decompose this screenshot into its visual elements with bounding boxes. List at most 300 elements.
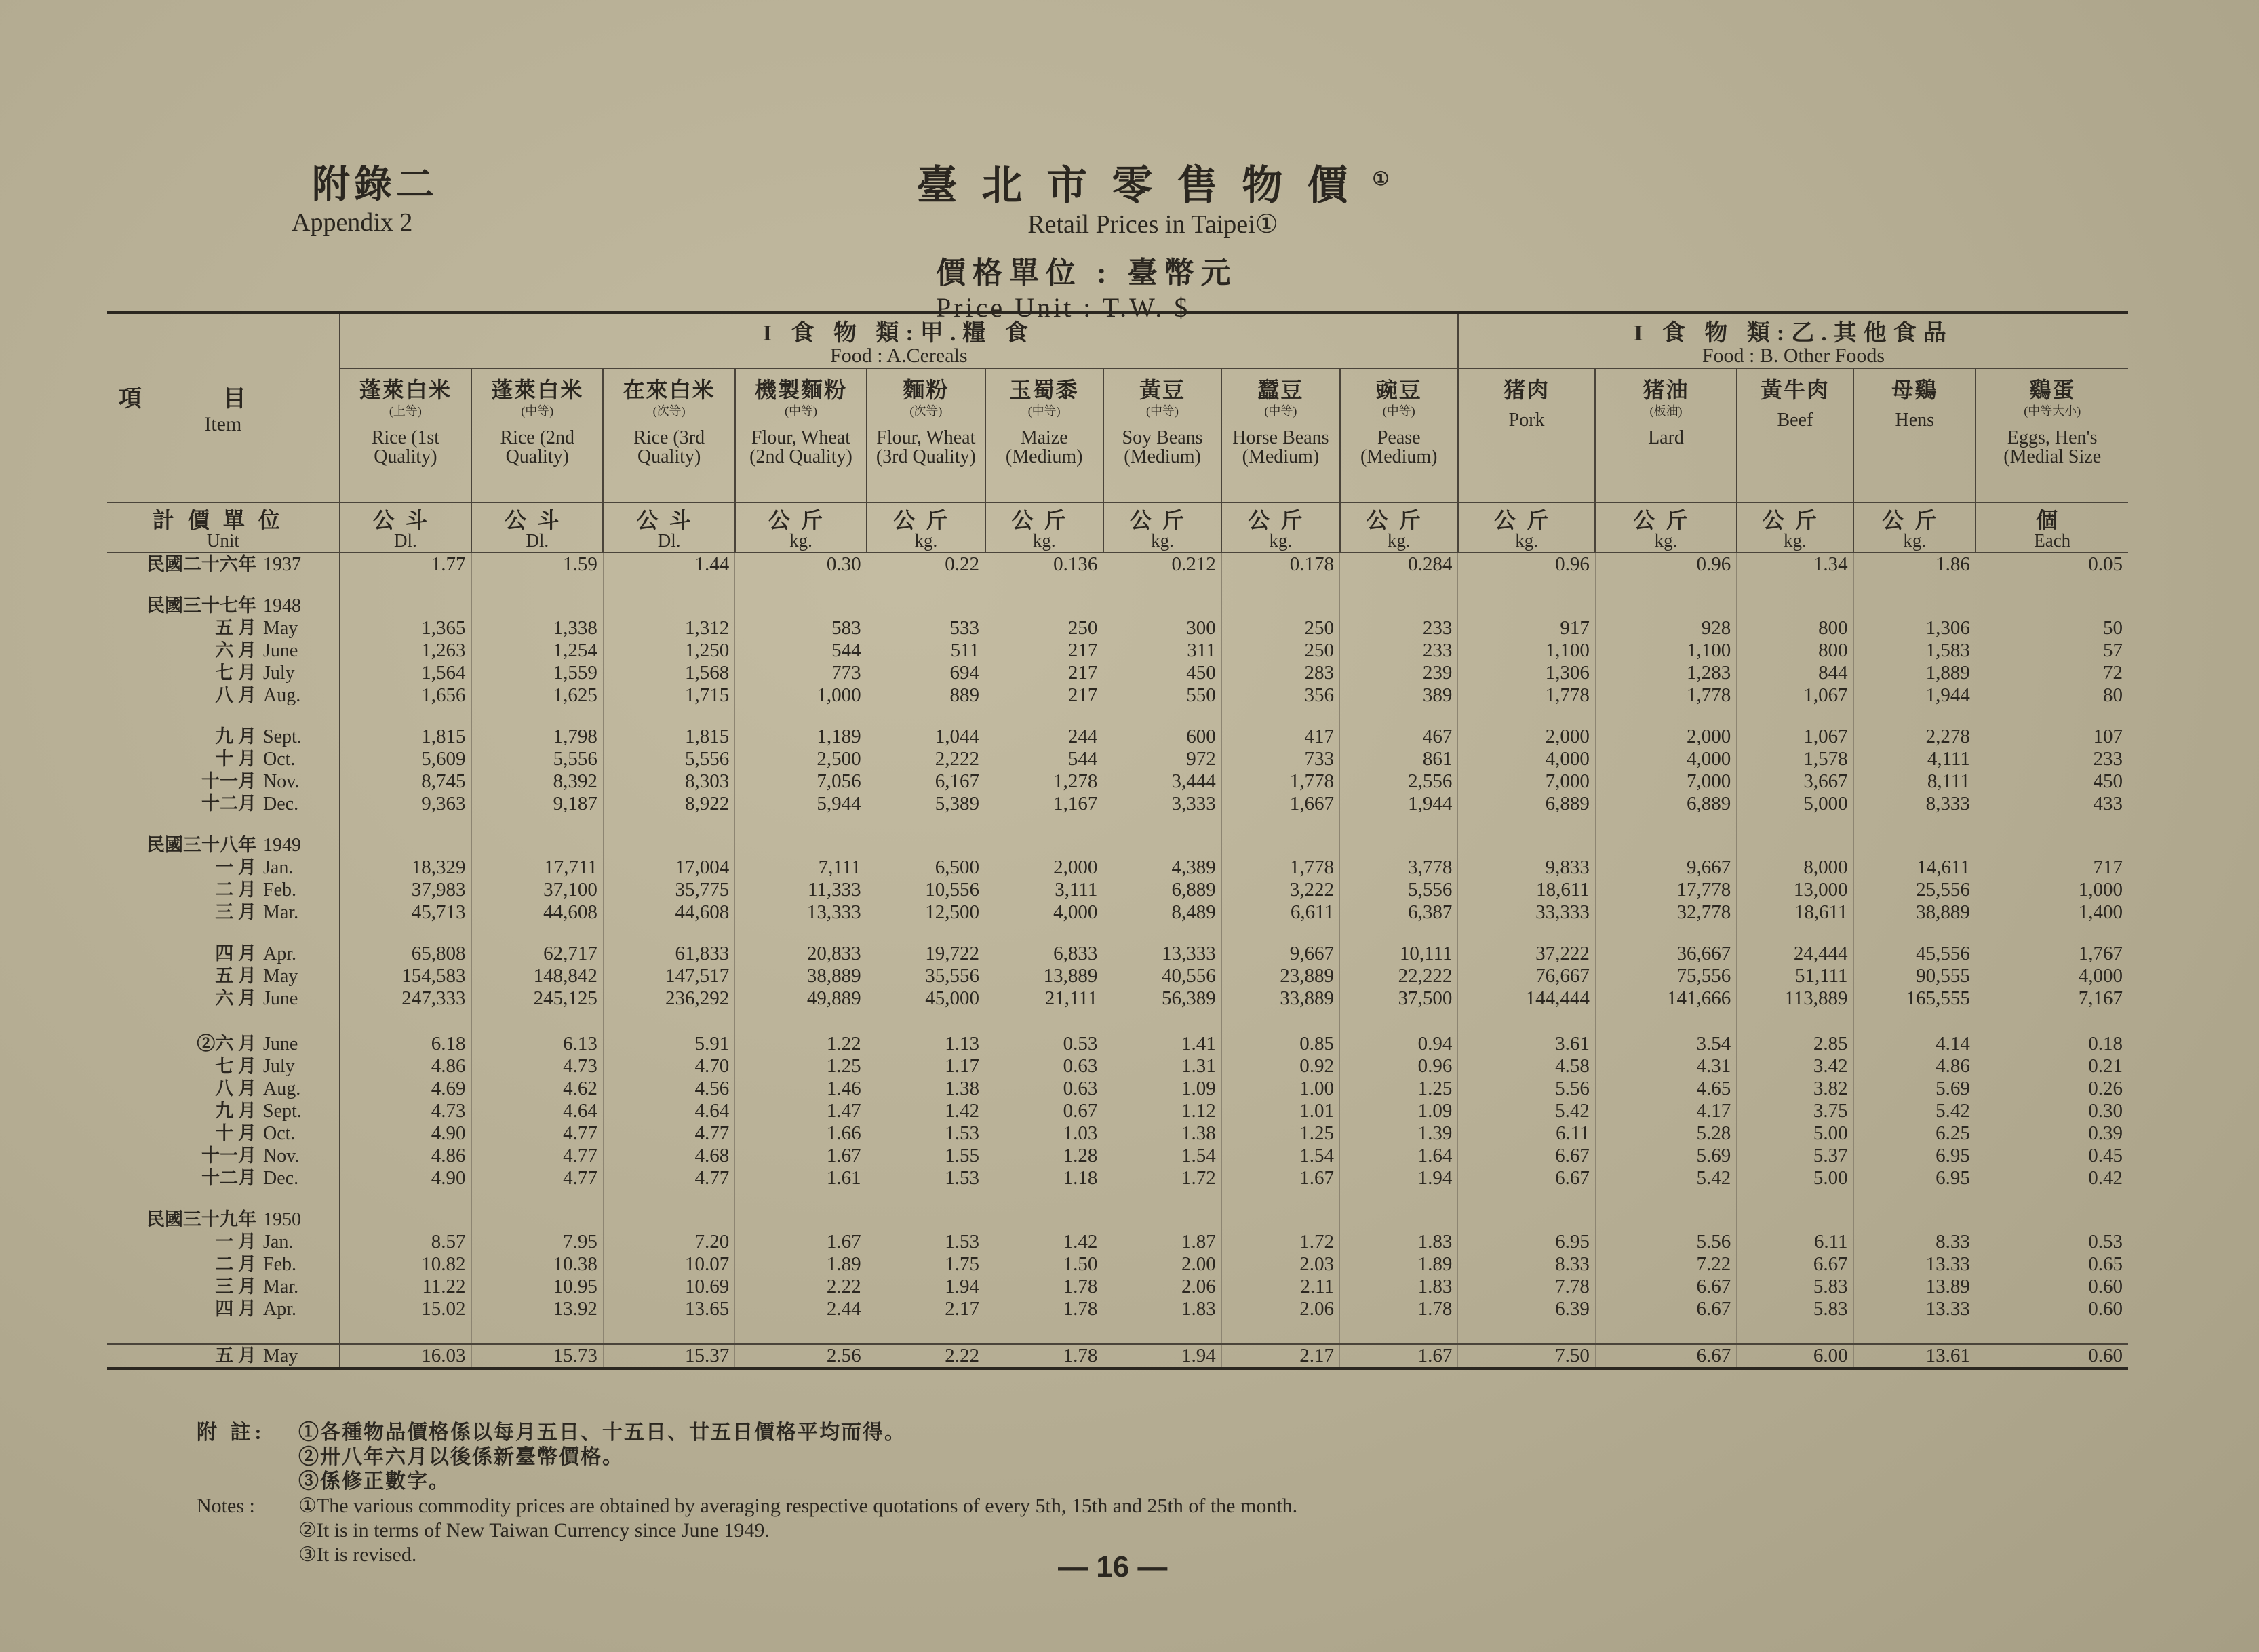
table-cell: 0.21 (2088, 1055, 2123, 1077)
unit-cell-zh: 公斗 (505, 508, 570, 532)
table-row (107, 662, 2128, 684)
table-cell: 6,833 (985, 943, 1103, 965)
table-cell: 4.73 (471, 1055, 603, 1078)
table-cell: 5.28 (1595, 1122, 1736, 1145)
table-cell: 1.46 (735, 1078, 867, 1100)
unit-cell-en: Dl. (526, 530, 549, 551)
table-cell: 6,889 (1103, 879, 1221, 901)
table-cell: 5.69 (1595, 1145, 1736, 1167)
table-cell: 1,067 (1737, 726, 1853, 748)
table-cell: 5.42 (1853, 1100, 1976, 1122)
unit-cell-en: kg. (1654, 530, 1678, 551)
table-row (107, 834, 2128, 857)
table-cell: 6,889 (1595, 793, 1736, 815)
table-cell (1976, 834, 2128, 857)
table-cell: 2.85 (1737, 1033, 1853, 1055)
table-cell: 4.58 (1458, 1055, 1595, 1078)
table-cell: 467 (1340, 726, 1458, 748)
spacer-cell (1340, 924, 1458, 943)
spacer-cell (603, 1189, 734, 1208)
row-label-en: July (263, 663, 295, 684)
table-cell: 17,004 (603, 857, 734, 879)
column-header (1976, 368, 2128, 503)
spacer-cell (603, 707, 734, 726)
table-cell: 247,333 (340, 987, 471, 1010)
row-label (107, 1208, 340, 1231)
table-cell: 8.33 (1853, 1231, 1976, 1253)
spacer-cell (735, 1320, 867, 1344)
table-cell: 4.64 (471, 1100, 603, 1122)
table-cell: 2,000 (985, 857, 1103, 879)
row-label-zh: 十 月 (215, 1123, 256, 1143)
row-label (107, 834, 340, 857)
table-cell: 44,608 (471, 901, 603, 924)
table-cell: 5.56 (1595, 1231, 1736, 1253)
row-label-en: June (263, 1034, 298, 1055)
row-label (107, 1122, 340, 1145)
spacer-cell (1976, 1189, 2128, 1208)
column-header-zh: 麵粉 (903, 378, 949, 402)
table-row (107, 553, 2128, 576)
table-cell: 544 (735, 640, 867, 662)
spacer-cell (107, 576, 340, 595)
unit-cell-zh: 公斤 (1882, 508, 1948, 532)
table-cell: 1.87 (1103, 1231, 1221, 1253)
table-cell: 33,889 (1221, 987, 1339, 1010)
unit-cell-zh: 公斤 (1633, 508, 1699, 532)
appendix-label (292, 155, 438, 236)
table-cell (1221, 595, 1339, 617)
spacer-cell (1595, 924, 1736, 943)
spacer-cell (1340, 1010, 1458, 1033)
table-cell: 38,889 (735, 965, 867, 987)
table-cell: 3,222 (1221, 879, 1339, 901)
table-cell: 0.178 (1221, 553, 1339, 576)
table-cell: 4,000 (985, 901, 1103, 924)
spacer-cell (107, 1189, 340, 1208)
row-label (107, 553, 340, 576)
column-header-zh: 黃牛肉 (1760, 378, 1830, 402)
row-spacer (107, 1189, 2128, 1208)
table-cell: 35,556 (867, 965, 985, 987)
column-header-en: Maize (Medium) (1005, 427, 1083, 467)
table-cell: 1,312 (603, 617, 734, 640)
table-cell: 4,000 (1595, 748, 1736, 770)
spacer-cell (1340, 1320, 1458, 1344)
table-cell: 0.85 (1221, 1033, 1339, 1055)
table-cell: 717 (2093, 857, 2123, 878)
row-label-en: Sept. (263, 726, 302, 747)
unit-cell-zh: 公斤 (1494, 508, 1560, 532)
table-cell: 18,611 (1737, 901, 1853, 924)
table-cell: 389 (1340, 684, 1458, 707)
note-zh-1: ①各種物品價格係以每月五日、十五日、廿五日價格平均而得。 (298, 1421, 906, 1444)
table-cell: 2.22 (867, 1344, 985, 1367)
table-cell: 1,568 (603, 662, 734, 684)
table-cell: 1,306 (1458, 662, 1595, 684)
table-cell: 17,778 (1595, 879, 1736, 901)
row-label (107, 1145, 340, 1167)
table-cell: 5.42 (1458, 1100, 1595, 1122)
row-label-zh: 十二月 (201, 793, 256, 814)
row-label-en: Dec. (263, 793, 299, 814)
table-cell: 1,044 (867, 726, 985, 748)
table-cell: 2.11 (1221, 1276, 1339, 1298)
table-cell: 1.53 (867, 1122, 985, 1145)
table-cell: 694 (867, 662, 985, 684)
unit-cell (1340, 503, 1458, 553)
table-cell: 1.83 (1340, 1231, 1458, 1253)
table-cell: 6.13 (471, 1033, 603, 1055)
spacer-cell (471, 815, 603, 834)
table-cell: 550 (1103, 684, 1221, 707)
table-cell: 1.61 (735, 1167, 867, 1189)
row-label-en: Jan. (263, 1232, 294, 1253)
spacer-cell (1853, 1010, 1976, 1033)
spacer-cell (735, 707, 867, 726)
row-label-zh: 十一月 (201, 771, 256, 791)
table-cell: 1,365 (340, 617, 471, 640)
unit-cell (471, 503, 603, 553)
row-label-zh: 三 月 (215, 902, 256, 922)
spacer-cell (1737, 924, 1853, 943)
spacer-cell (1595, 815, 1736, 834)
table-cell: 583 (735, 617, 867, 640)
column-header-zh: 母鷄 (1891, 378, 1938, 402)
table-cell: 972 (1103, 748, 1221, 770)
table-cell: 0.60 (2088, 1298, 2123, 1320)
table-cell: 4.90 (340, 1167, 471, 1189)
table-cell: 2.06 (1103, 1276, 1221, 1298)
table-cell: 5,556 (603, 748, 734, 770)
row-label-zh: 民國三十七年 (146, 595, 256, 616)
table-cell (1595, 595, 1736, 617)
table-cell: 45,000 (867, 987, 985, 1010)
table-cell (1221, 1208, 1339, 1231)
row-label-en: 1937 (263, 554, 301, 575)
table-cell: 0.63 (985, 1078, 1103, 1100)
table-cell: 13,333 (735, 901, 867, 924)
row-label (107, 1055, 340, 1078)
table-cell: 7,111 (735, 857, 867, 879)
table-cell: 5,389 (867, 793, 985, 815)
column-header (1853, 368, 1976, 503)
spacer-cell (1221, 576, 1339, 595)
table-cell: 1.67 (1340, 1344, 1458, 1367)
table-cell: 44,608 (603, 901, 734, 924)
spacer-cell (471, 707, 603, 726)
table-cell: 1,778 (1221, 770, 1339, 793)
table-cell: 65,808 (340, 943, 471, 965)
row-label-zh: 七 月 (215, 1056, 256, 1076)
table-cell: 5.91 (603, 1033, 734, 1055)
spacer-cell (107, 1010, 340, 1033)
table-cell: 90,555 (1853, 965, 1976, 987)
table-cell: 1.25 (735, 1055, 867, 1078)
table-cell: 1.83 (1340, 1276, 1458, 1298)
row-spacer (107, 1010, 2128, 1033)
table-cell: 13.33 (1853, 1253, 1976, 1276)
table-row (107, 684, 2128, 707)
table-cell: 1.64 (1340, 1145, 1458, 1167)
unit-cell (985, 503, 1103, 553)
table-cell: 24,444 (1737, 943, 1853, 965)
table-cell: 1,889 (1853, 662, 1976, 684)
spacer-cell (1976, 707, 2128, 726)
table-cell: 3.82 (1737, 1078, 1853, 1100)
table-cell: 2.03 (1221, 1253, 1339, 1276)
table-row (107, 770, 2128, 793)
spacer-cell (471, 1189, 603, 1208)
table-cell: 8,745 (340, 770, 471, 793)
table-cell: 417 (1221, 726, 1339, 748)
table-cell (603, 834, 734, 857)
table-body (107, 553, 2128, 1367)
spacer-cell (1853, 1320, 1976, 1344)
table-cell: 1.44 (603, 553, 734, 576)
table-cell (735, 834, 867, 857)
table-cell: 1,100 (1595, 640, 1736, 662)
spacer-cell (340, 576, 471, 595)
price-unit-zh: 價格單位 : 臺幣元 (936, 256, 1238, 290)
table-cell: 236,292 (603, 987, 734, 1010)
row-label-en: Sept. (263, 1101, 302, 1122)
spacer-cell (867, 707, 985, 726)
table-cell: 37,983 (340, 879, 471, 901)
title-footnote-mark: ① (1372, 169, 1390, 190)
unit-cell-en: kg. (1032, 530, 1056, 551)
row-label-en: May (263, 966, 298, 987)
table-cell: 1.67 (735, 1145, 867, 1167)
table-cell: 18,329 (340, 857, 471, 879)
row-label-en: Nov. (263, 1145, 300, 1166)
table-cell: 0.65 (2088, 1253, 2123, 1275)
table-cell: 4.86 (340, 1145, 471, 1167)
table-cell: 450 (2093, 770, 2123, 792)
table-cell: 1.54 (1221, 1145, 1339, 1167)
table-cell: 19,722 (867, 943, 985, 965)
row-label (107, 987, 340, 1010)
table-cell: 5,609 (340, 748, 471, 770)
table-cell: 6,889 (1458, 793, 1595, 815)
table-cell: 13.89 (1853, 1276, 1976, 1298)
table-cell: 8.33 (1458, 1253, 1595, 1276)
table-cell: 0.67 (985, 1100, 1103, 1122)
table-cell: 1.94 (1103, 1344, 1221, 1367)
table-cell (340, 834, 471, 857)
spacer-cell (1340, 576, 1458, 595)
spacer-cell (603, 1010, 734, 1033)
table-cell: 8,333 (1853, 793, 1976, 815)
column-header-en: Horse Beans (Medium) (1232, 427, 1329, 467)
retail-prices-table (107, 311, 2128, 1370)
unit-cell-en: kg. (1515, 530, 1538, 551)
table-cell: 773 (735, 662, 867, 684)
unit-cell-en: Dl. (657, 530, 681, 551)
table-cell: 1,400 (2078, 901, 2123, 923)
table-cell: 10.38 (471, 1253, 603, 1276)
spacer-cell (1737, 576, 1853, 595)
row-label-zh: 二 月 (215, 880, 256, 900)
row-label-zh: 七 月 (215, 663, 256, 683)
row-label-en: Aug. (263, 1078, 301, 1099)
spacer-cell (1103, 707, 1221, 726)
table-cell (1595, 834, 1736, 857)
row-label (107, 748, 340, 770)
table-cell: 36,667 (1595, 943, 1736, 965)
table-cell: 13.65 (603, 1298, 734, 1320)
table-cell: 6,611 (1221, 901, 1339, 924)
table-cell (1221, 834, 1339, 857)
table-cell: 6.67 (1458, 1145, 1595, 1167)
table-cell: 7,000 (1595, 770, 1736, 793)
table-cell: 1.67 (1221, 1167, 1339, 1189)
table-cell (1737, 595, 1853, 617)
table-cell: 244 (985, 726, 1103, 748)
table-cell: 9,187 (471, 793, 603, 815)
table-cell: 433 (2093, 793, 2123, 814)
column-header-grade: (中等大小) (2024, 404, 2081, 418)
table-row (107, 1167, 2128, 1189)
spacer-cell (867, 924, 985, 943)
table-cell: 1,798 (471, 726, 603, 748)
unit-cell-zh: 公斤 (1011, 508, 1077, 532)
row-label (107, 726, 340, 748)
table-cell: 800 (1737, 640, 1853, 662)
column-header (1595, 368, 1736, 503)
table-cell (1976, 1208, 2128, 1231)
table-cell: 450 (1103, 662, 1221, 684)
table-cell: 239 (1340, 662, 1458, 684)
column-header-en: Beef (1777, 410, 1813, 431)
spacer-cell (867, 1010, 985, 1033)
table-cell: 165,555 (1853, 987, 1976, 1010)
table-cell (1340, 834, 1458, 857)
table-cell: 2,000 (1595, 726, 1736, 748)
row-label-zh: 民國三十九年 (146, 1209, 256, 1230)
column-header-grade: (中等) (1264, 404, 1297, 418)
page-number: — 16 — (1058, 1550, 1168, 1584)
column-header-zh: 黃豆 (1139, 378, 1186, 402)
table-cell: 233 (1340, 640, 1458, 662)
table-cell: 38,889 (1853, 901, 1976, 924)
table-cell: 13,000 (1737, 879, 1853, 901)
table-row (107, 879, 2128, 901)
table-cell: 1.83 (1103, 1298, 1221, 1320)
table-cell: 2.17 (867, 1298, 985, 1320)
table-cell: 4.56 (603, 1078, 734, 1100)
row-label-en: 1949 (263, 835, 301, 856)
column-header-zh: 蠶豆 (1257, 378, 1304, 402)
unit-cell (603, 503, 734, 553)
table-cell: 3,667 (1737, 770, 1853, 793)
table-row (107, 1078, 2128, 1100)
spacer-cell (735, 924, 867, 943)
table-cell (603, 595, 734, 617)
table-cell: 1.78 (985, 1344, 1103, 1367)
table-cell: 33,333 (1458, 901, 1595, 924)
table-cell (1853, 595, 1976, 617)
table-cell: 4.77 (471, 1167, 603, 1189)
table-cell: 1,000 (735, 684, 867, 707)
unit-cell-en: Each (2034, 530, 2071, 551)
table-row (107, 943, 2128, 965)
spacer-cell (1595, 1320, 1736, 1344)
table-cell (340, 595, 471, 617)
table-cell: 49,889 (735, 987, 867, 1010)
spacer-cell (603, 576, 734, 595)
spacer-cell (1853, 815, 1976, 834)
unit-cell (1853, 503, 1976, 553)
row-label (107, 965, 340, 987)
row-label (107, 1231, 340, 1253)
row-label (107, 879, 340, 901)
table-cell: 1.39 (1340, 1122, 1458, 1145)
spacer-cell (1340, 707, 1458, 726)
title-en: Retail Prices in Taipei① (1027, 210, 1278, 239)
table-row (107, 726, 2128, 748)
table-cell (471, 1208, 603, 1231)
row-label (107, 943, 340, 965)
unit-cell-zh: 公斗 (372, 508, 438, 532)
table-cell: 233 (1340, 617, 1458, 640)
spacer-cell (1103, 576, 1221, 595)
table-cell: 300 (1103, 617, 1221, 640)
unit-label-header: 計價單位 Unit (107, 503, 340, 553)
row-label (107, 595, 340, 617)
table-cell: 1,263 (340, 640, 471, 662)
column-header-en: Rice (1st Quality) (371, 427, 440, 467)
spacer-cell (1737, 1189, 1853, 1208)
table-cell: 5,944 (735, 793, 867, 815)
table-cell: 4.31 (1595, 1055, 1736, 1078)
table-cell: 5.83 (1737, 1276, 1853, 1298)
table-cell: 0.96 (1340, 1055, 1458, 1078)
price-unit-en: Price Unit : T.W. $ (936, 292, 1191, 323)
table-cell: 6,500 (867, 857, 985, 879)
row-label (107, 770, 340, 793)
unit-cell-en: kg. (1903, 530, 1927, 551)
table-cell: 9,833 (1458, 857, 1595, 879)
table-cell: 7.20 (603, 1231, 734, 1253)
spacer-cell (1458, 576, 1595, 595)
table-row (107, 793, 2128, 815)
table-cell: 7.50 (1458, 1344, 1595, 1367)
table-row (107, 1100, 2128, 1122)
table-cell: 18,611 (1458, 879, 1595, 901)
table-cell: 7,056 (735, 770, 867, 793)
spacer-cell (471, 576, 603, 595)
row-label-en: Nov. (263, 771, 300, 792)
table-cell: 0.53 (985, 1033, 1103, 1055)
table-cell: 844 (1737, 662, 1853, 684)
column-header-grade: (次等) (652, 404, 686, 418)
spacer-cell (1458, 1189, 1595, 1208)
spacer-cell (1976, 924, 2128, 943)
row-label-zh: 九 月 (215, 726, 256, 747)
table-cell: 15.02 (340, 1298, 471, 1320)
table-cell: 11,333 (735, 879, 867, 901)
row-label-en: June (263, 640, 298, 661)
table-cell: 10.69 (603, 1276, 734, 1298)
spacer-cell (1853, 1189, 1976, 1208)
table-cell: 6,167 (867, 770, 985, 793)
unit-cell-en: kg. (1387, 530, 1411, 551)
table-cell: 1,254 (471, 640, 603, 662)
spacer-cell (1976, 576, 2128, 595)
spacer-cell (735, 1189, 867, 1208)
spacer-cell (985, 576, 1103, 595)
